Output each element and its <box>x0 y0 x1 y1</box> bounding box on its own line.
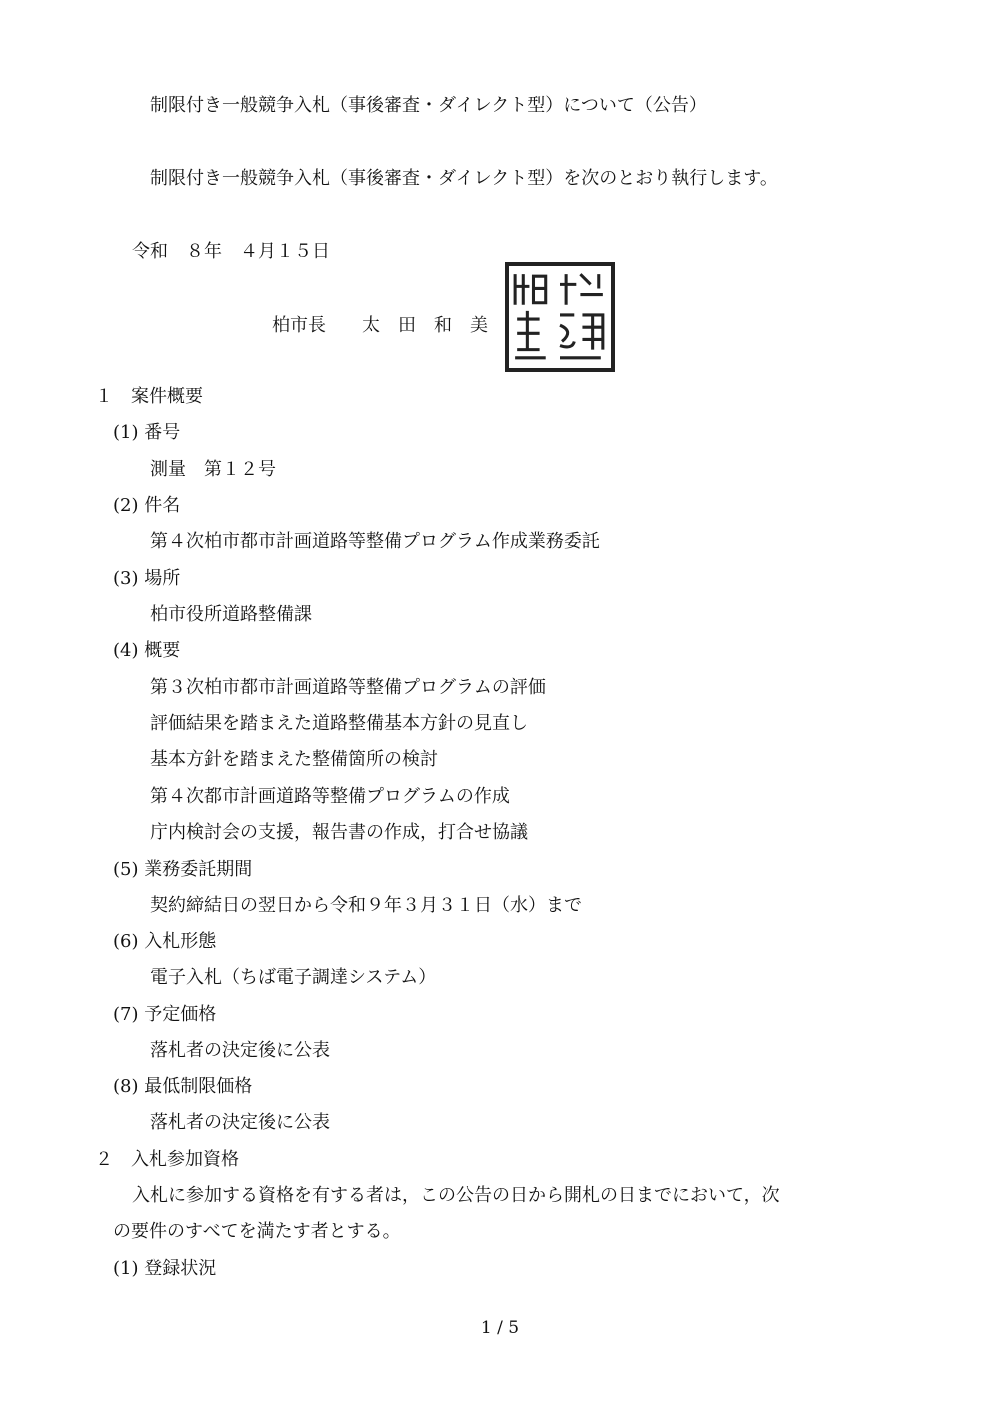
official-seal <box>505 262 615 372</box>
section1-heading: １ 案件概要 <box>95 386 203 407</box>
page-title: 制限付き一般競争入札（事後審査・ダイレクト型）について（公告） <box>150 95 707 116</box>
item7-label: (7) 予定価格 <box>113 1004 217 1025</box>
item7-line1: 落札者の決定後に公表 <box>150 1040 330 1061</box>
item5-line1: 契約締結日の翌日から令和９年３月３１日（水）まで <box>150 895 582 916</box>
item3-line1: 柏市役所道路整備課 <box>150 604 312 625</box>
item2-line1: 第４次柏市都市計画道路等整備プログラム作成業務委託 <box>150 531 600 552</box>
section2-para-line1: 入札に参加する資格を有する者は，この公告の日から開札の日までにおいて，次 <box>132 1185 780 1206</box>
item4-line3: 基本方針を踏まえた整備箇所の検討 <box>150 749 438 770</box>
item4-label: (4) 概要 <box>113 640 181 661</box>
item6-line1: 電子入札（ちば電子調達システム） <box>150 967 437 988</box>
item1-line1: 測量 第１２号 <box>150 459 276 480</box>
issuer: 柏市長 太 田 和 美 <box>272 315 488 336</box>
item4-line1: 第３次柏市都市計画道路等整備プログラムの評価 <box>150 677 546 698</box>
item1-label: (1) 番号 <box>113 422 181 443</box>
item8-label: (8) 最低制限価格 <box>113 1076 253 1097</box>
seal-stamp-icon <box>509 266 611 368</box>
section2-heading: ２ 入札参加資格 <box>95 1149 239 1170</box>
page-number: 1 / 5 <box>480 1318 520 1338</box>
item3-label: (3) 場所 <box>113 568 181 589</box>
section2-para-line2: の要件のすべてを満たす者とする。 <box>113 1221 401 1242</box>
date: 令和 ８年 ４月１５日 <box>132 241 330 262</box>
item5-label: (5) 業務委託期間 <box>113 859 253 880</box>
item6-label: (6) 入札形態 <box>113 931 217 952</box>
intro-text: 制限付き一般競争入札（事後審査・ダイレクト型）を次のとおり執行します。 <box>150 168 778 189</box>
item4-line5: 庁内検討会の支援，報告書の作成，打合せ協議 <box>150 822 528 843</box>
item2-label: (2) 件名 <box>113 495 181 516</box>
item4-line2: 評価結果を踏まえた道路整備基本方針の見直し <box>150 713 528 734</box>
section2-item1-label: (1) 登録状況 <box>113 1258 217 1279</box>
item4-line4: 第４次都市計画道路等整備プログラムの作成 <box>150 786 510 807</box>
item8-line1: 落札者の決定後に公表 <box>150 1112 330 1133</box>
